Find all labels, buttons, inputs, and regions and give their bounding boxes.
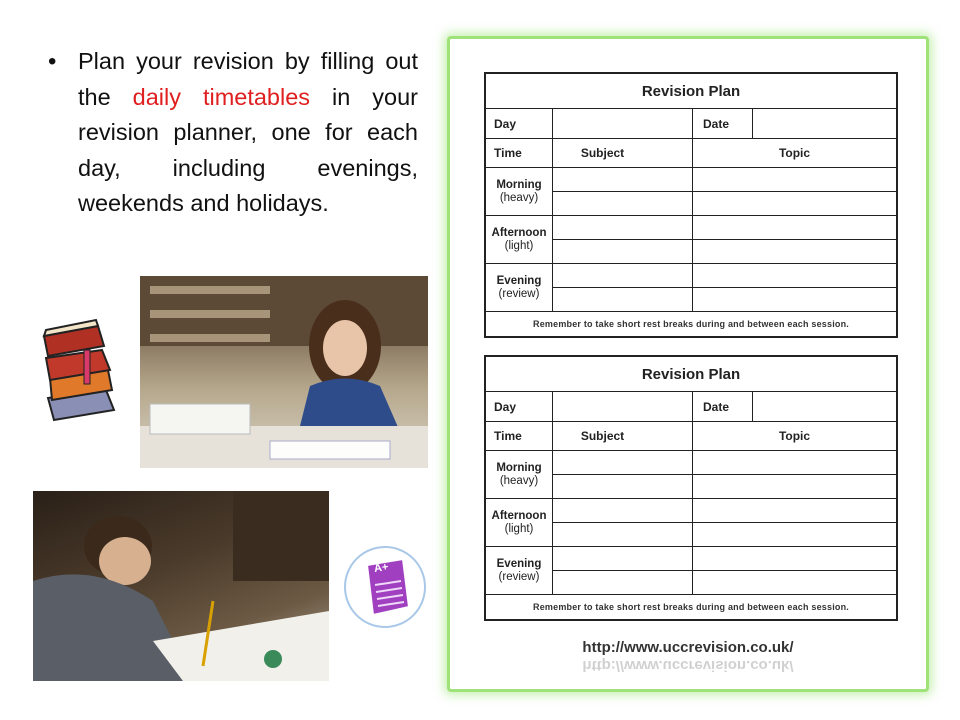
photo-boy-studying bbox=[33, 491, 329, 681]
time-label: Time bbox=[486, 422, 553, 450]
photo-girl-studying bbox=[140, 276, 428, 468]
revision-plan-table bbox=[484, 355, 898, 621]
date-field[interactable] bbox=[753, 392, 896, 421]
day-label: Day bbox=[486, 109, 553, 138]
subject-label: Subject bbox=[553, 139, 693, 167]
plan-title: Revision Plan bbox=[641, 365, 741, 383]
time-label: Time bbox=[486, 139, 553, 167]
plan-title: Revision Plan bbox=[641, 82, 741, 100]
revision-planner-card bbox=[447, 36, 929, 692]
date-label: Date bbox=[693, 392, 753, 421]
source-url[interactable]: http://www.uccrevision.co.uk/ bbox=[582, 639, 794, 656]
bullet-text: Plan your revision by filling out the daily timetables in your revision planner, one for each day, including evenings, weekends and holidays. bbox=[78, 48, 418, 216]
period-morning: Morning (heavy) bbox=[486, 451, 896, 499]
period-evening: Evening (review) bbox=[486, 547, 896, 595]
period-afternoon: Afternoon (light) bbox=[486, 216, 896, 264]
day-field[interactable] bbox=[553, 392, 693, 421]
date-label: Date bbox=[693, 109, 753, 138]
reminder-note: Remember to take short rest breaks during and between each session. bbox=[533, 319, 849, 329]
topic-label: Topic bbox=[778, 429, 811, 443]
period-evening: Evening (review) bbox=[486, 264, 896, 312]
period-afternoon: Afternoon (light) bbox=[486, 499, 896, 547]
grade-text: A+ bbox=[373, 561, 390, 575]
subject-label: Subject bbox=[553, 422, 693, 450]
bullet-dot: • bbox=[48, 48, 57, 75]
revision-plan-table bbox=[484, 72, 898, 338]
bullet-point bbox=[48, 44, 418, 222]
reminder-note: Remember to take short rest breaks during and between each session. bbox=[533, 602, 849, 612]
date-field[interactable] bbox=[753, 109, 896, 138]
day-field[interactable] bbox=[553, 109, 693, 138]
a-plus-sticker bbox=[343, 545, 427, 629]
period-morning: Morning (heavy) bbox=[486, 168, 896, 216]
source-url-reflection: http://www.uccrevision.co.uk/ bbox=[582, 657, 794, 674]
topic-label: Topic bbox=[778, 146, 811, 160]
day-label: Day bbox=[486, 392, 553, 421]
books-clipart bbox=[38, 316, 124, 428]
highlighted-text: daily timetables bbox=[132, 83, 311, 110]
